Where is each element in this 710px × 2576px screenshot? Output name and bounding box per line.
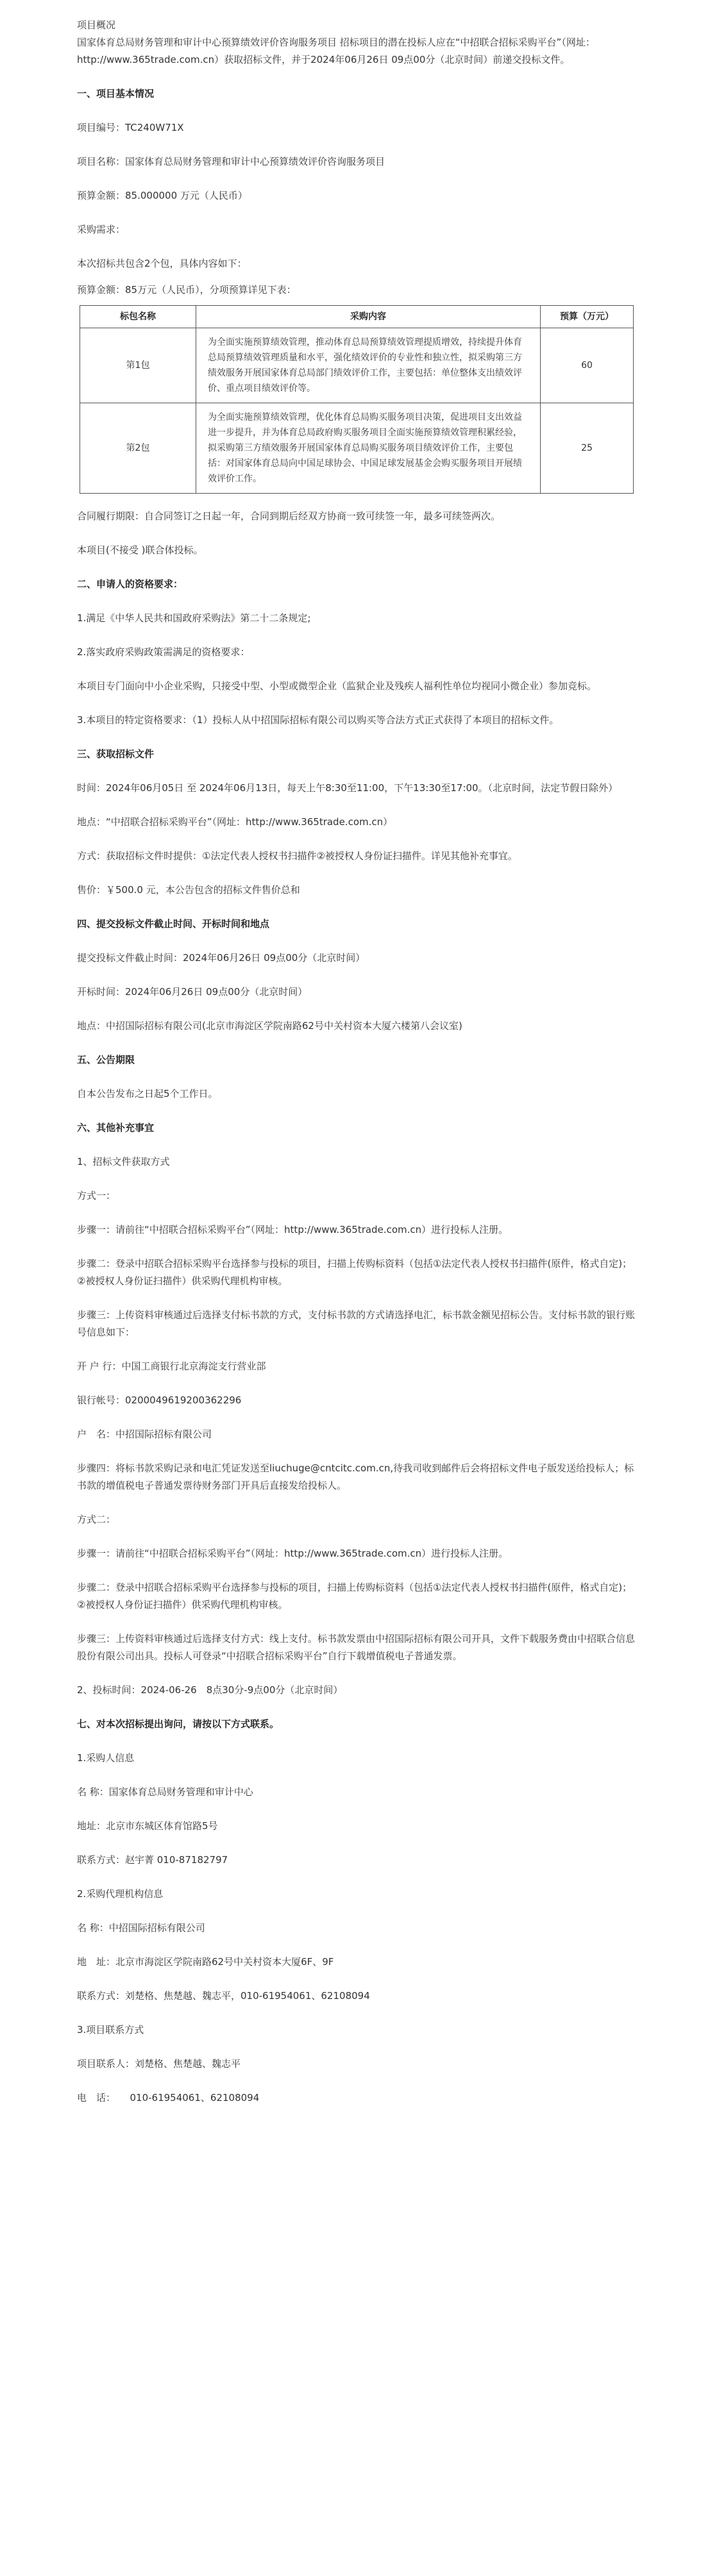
procurement-need-title: 采购需求： xyxy=(77,224,126,235)
agency-name: 名 称：中招国际招标有限公司 xyxy=(77,1922,205,1934)
contract-term: 合同履行期限：自合同签订之日起一年，合同到期后经双方协商一致可续签一年，最多可续签两次。 xyxy=(77,510,501,522)
qualification-2: 2.落实政府采购政策需满足的资格要求： xyxy=(77,646,250,658)
method-2-step-3: 步骤三：上传资料审核通过后选择支付方式：线上支付。标书款发票由中招国际招标有限公司开具，文件下载服务费由中招联合信息股份有限公司出具。投标人可登录“中招联合招标采购平台”自行下载增值税电子普通发票。 xyxy=(77,1633,636,1662)
section-5-title: 五、公告期限 xyxy=(77,1054,135,1066)
bid-opening-place: 地点：中招国际招标有限公司(北京市海淀区学院南路62号中关村资本大厦六楼第八会议室) xyxy=(77,1020,462,1032)
section-6-item-2: 2、投标时间：2024-06-26 8点30分-9点00分（北京时间） xyxy=(77,1684,343,1696)
lot-name-cell: 第2包 xyxy=(80,403,196,494)
obtain-method: 方式：获取招标文件时提供：①法定代表人授权书扫描件②被授权人身份证扫描件。详见其他补充事宜。 xyxy=(77,850,518,862)
agency-address: 地 址：北京市海淀区学院南路62号中关村资本大厦6F、9F xyxy=(77,1956,334,1968)
project-contact-phone: 电 话： 010-61954061、62108094 xyxy=(77,2092,260,2103)
lot-budget-cell: 60 xyxy=(541,328,634,403)
section-6-item-1: 1、招标文件获取方式 xyxy=(77,1156,170,1167)
budget-amount: 预算金额：85.000000 万元（人民币） xyxy=(77,190,248,201)
section-7-title: 七、对本次招标提出询问，请按以下方式联系。 xyxy=(77,1718,280,1730)
purchaser-address: 地址：北京市东城区体育馆路5号 xyxy=(77,1820,218,1832)
qualification-3: 3.本项目的特定资格要求：（1）投标人从中招国际招标有限公司以购买等合法方式正式获得了本项目的招标文件。 xyxy=(77,714,559,726)
lot-content-cell: 为全面实施预算绩效管理，推动体育总局预算绩效管理提质增效，持续提升体育总局预算绩效管理质量和水平，强化绩效评价的专业性和独立性，拟采购第三方绩效服务开展国家体育总局部门绩效评价工作，主要包括：单位整体支出绩效评价、重点项目绩效评价等。 xyxy=(196,328,541,403)
table-row xyxy=(80,328,634,403)
qualification-2-detail: 本项目专门面向中小企业采购，只接受中型、小型或微型企业（监狱企业及残疾人福利性单位均视同小微企业）参加竞标。 xyxy=(77,680,597,692)
procurement-need-line2: 预算金额：85万元（人民币），分项预算详见下表： xyxy=(77,284,296,296)
method-1-step-2: 步骤二：登录中招联合招标采购平台选择参与投标的项目，扫描上传购标资料（包括①法定代表人授权书扫描件(原件，格式自定)；②被授权人身份证扫描件）供采购代理机构审核。 xyxy=(77,1258,632,1287)
project-contact-person: 项目联系人：刘楚格、焦楚越、魏志平 xyxy=(77,2058,241,2070)
purchaser-name: 名 称：国家体育总局财务管理和审计中心 xyxy=(77,1786,253,1798)
obtain-price: 售价：￥500.0 元，本公告包含的招标文件售价总和 xyxy=(77,884,300,896)
bank-name: 开 户 行：中国工商银行北京海淀支行营业部 xyxy=(77,1360,266,1372)
section-4-title: 四、提交投标文件截止时间、开标时间和地点 xyxy=(77,918,270,930)
section-6-title: 六、其他补充事宜 xyxy=(77,1122,155,1133)
table-row xyxy=(80,403,634,494)
announcement-period: 自本公告发布之日起5个工作日。 xyxy=(77,1088,218,1100)
budget-table xyxy=(80,305,634,494)
bank-account: 银行帐号：0200049619200362296 xyxy=(77,1394,242,1406)
purchaser-info-title: 1.采购人信息 xyxy=(77,1752,135,1764)
col-header-lot-name: 标包名称 xyxy=(80,306,196,328)
method-1-step-1: 步骤一：请前往“中招联合招标采购平台”（网址：http://www.365trade.com.cn）进行投标人注册。 xyxy=(77,1224,509,1235)
section-2-title: 二、申请人的资格要求： xyxy=(77,578,183,590)
procurement-need-line1: 本次招标共包含2个包，具体内容如下： xyxy=(77,258,247,269)
project-name: 项目名称：国家体育总局财务管理和审计中心预算绩效评价咨询服务项目 xyxy=(77,156,385,167)
obtain-time: 时间：2024年06月05日 至 2024年06月13日，每天上午8:30至11:00，下午13:30至17:00。（北京时间，法定节假日除外） xyxy=(77,782,618,794)
overview-text: 国家体育总局财务管理和审计中心预算绩效评价咨询服务项目 招标项目的潜在投标人应在“中招联合招标采购平台”（网址：http://www.365trade.com.cn）获取招标文件，并于2024年06月26日 09点00分（北京时间）前递交投标文件。 xyxy=(77,37,595,65)
overview-title: 项目概况 xyxy=(77,19,116,31)
method-1-title: 方式一： xyxy=(77,1190,116,1201)
project-number: 项目编号：TC240W71X xyxy=(77,122,184,133)
col-header-content: 采购内容 xyxy=(196,306,541,328)
budget-table-header-row xyxy=(80,306,634,328)
submission-deadline: 提交投标文件截止时间：2024年06月26日 09点00分（北京时间） xyxy=(77,952,366,964)
col-header-budget: 预算（万元） xyxy=(541,306,634,328)
lot-name-cell: 第1包 xyxy=(80,328,196,403)
method-2-step-2: 步骤二：登录中招联合招标采购平台选择参与投标的项目，扫描上传购标资料（包括①法定代表人授权书扫描件(原件，格式自定)；②被授权人身份证扫描件）供采购代理机构审核。 xyxy=(77,1582,632,1610)
bid-opening-time: 开标时间：2024年06月26日 09点00分（北京时间） xyxy=(77,986,308,998)
method-2-step-1: 步骤一：请前往“中招联合招标采购平台”（网址：http://www.365trade.com.cn）进行投标人注册。 xyxy=(77,1548,509,1559)
method-1-step-3: 步骤三：上传资料审核通过后选择支付标书款的方式，支付标书款的方式请选择电汇，标书款金额见招标公告。支付标书款的银行账号信息如下： xyxy=(77,1309,636,1338)
agency-contact: 联系方式：刘楚格、焦楚越、魏志平，010-61954061、62108094 xyxy=(77,1990,370,2002)
qualification-1: 1.满足《中华人民共和国政府采购法》第二十二条规定; xyxy=(77,612,311,624)
project-contact-title: 3.项目联系方式 xyxy=(77,2024,144,2036)
lot-content-cell: 为全面实施预算绩效管理，优化体育总局购买服务项目决策，促进项目支出效益进一步提升，并为体育总局政府购买服务项目全面实施预算绩效管理积累经验，拟采购第三方绩效服务开展国家体育总局购买服务项目绩效评价工作，主要包括：对国家体育总局向中国足球协会、中国足球发展基金会购买服务项目开展绩效评价工作。 xyxy=(196,403,541,494)
method-2-title: 方式二： xyxy=(77,1514,116,1525)
method-1-step-4: 步骤四：将标书款采购记录和电汇凭证发送至liuchuge@cntcitc.com.cn,待我司收到邮件后会将招标文件电子版发送给投标人；标书款的增值税电子普通发票待财务部门开具后直接发给投标人。 xyxy=(77,1462,634,1491)
obtain-place: 地点：“中招联合招标采购平台”（网址：http://www.365trade.com.cn） xyxy=(77,816,393,828)
section-1-title: 一、项目基本情况 xyxy=(77,88,155,99)
bank-account-holder: 户 名：中招国际招标有限公司 xyxy=(77,1428,212,1440)
section-3-title: 三、获取招标文件 xyxy=(77,748,155,760)
purchaser-contact: 联系方式：赵宇菁 010-87182797 xyxy=(77,1854,228,1866)
consortium-note: 本项目(不接受 )联合体投标。 xyxy=(77,544,203,556)
lot-budget-cell: 25 xyxy=(541,403,634,494)
agency-info-title: 2.采购代理机构信息 xyxy=(77,1888,164,1900)
